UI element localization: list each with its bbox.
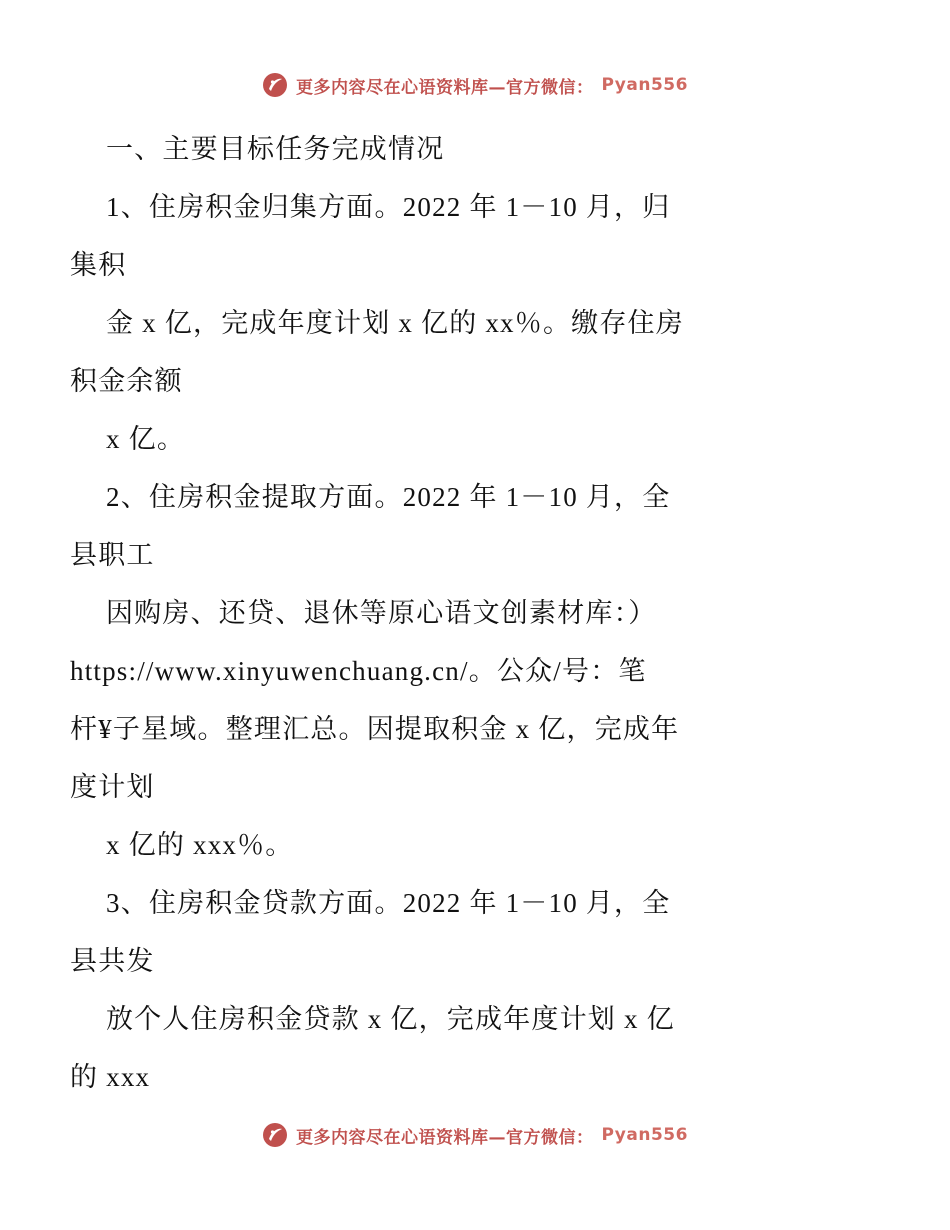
watermark-bottom-handle: Pyan556	[601, 1125, 688, 1145]
doc-line: 放个人住房积金贷款 x 亿，完成年度计划 x 亿	[106, 1004, 675, 1034]
doc-line: 一、主要目标任务完成情况	[106, 134, 445, 164]
document-body	[70, 120, 880, 1106]
doc-line: 金 x 亿，完成年度计划 x 亿的 xx％。缴存住房	[106, 308, 684, 338]
doc-line: 集积	[70, 250, 127, 280]
watermark-top	[0, 72, 950, 98]
watermark-bottom	[0, 1122, 950, 1148]
watermark-bottom-text: 更多内容尽在心语资料库—官方微信：	[296, 1127, 594, 1148]
doc-line: 杆¥子星域。整理汇总。因提取积金 x 亿，完成年	[70, 714, 680, 744]
doc-line: 1、住房积金归集方面。2022 年 1－10 月，归	[106, 192, 671, 222]
doc-line: 的 xxx	[70, 1062, 151, 1092]
doc-line: 县共发	[70, 946, 155, 976]
circular-seal-icon	[262, 72, 288, 98]
doc-line: 3、住房积金贷款方面。2022 年 1－10 月，全	[106, 888, 671, 918]
doc-line: 积金余额	[70, 366, 183, 396]
circular-seal-icon	[262, 1122, 288, 1148]
doc-line: x 亿。	[106, 424, 186, 454]
doc-line: 2、住房积金提取方面。2022 年 1－10 月，全	[106, 482, 671, 512]
watermark-top-text: 更多内容尽在心语资料库—官方微信：	[296, 77, 594, 98]
watermark-top-handle: Pyan556	[601, 75, 688, 95]
doc-line: 因购房、还贷、退休等原心语文创素材库：）	[106, 598, 657, 628]
doc-line-url: https://www.xinyuwenchuang.cn/。公众/号：笔	[70, 656, 647, 686]
doc-line: 县职工	[70, 540, 155, 570]
doc-line: x 亿的 xxx％。	[106, 830, 294, 860]
doc-line: 度计划	[70, 772, 155, 802]
